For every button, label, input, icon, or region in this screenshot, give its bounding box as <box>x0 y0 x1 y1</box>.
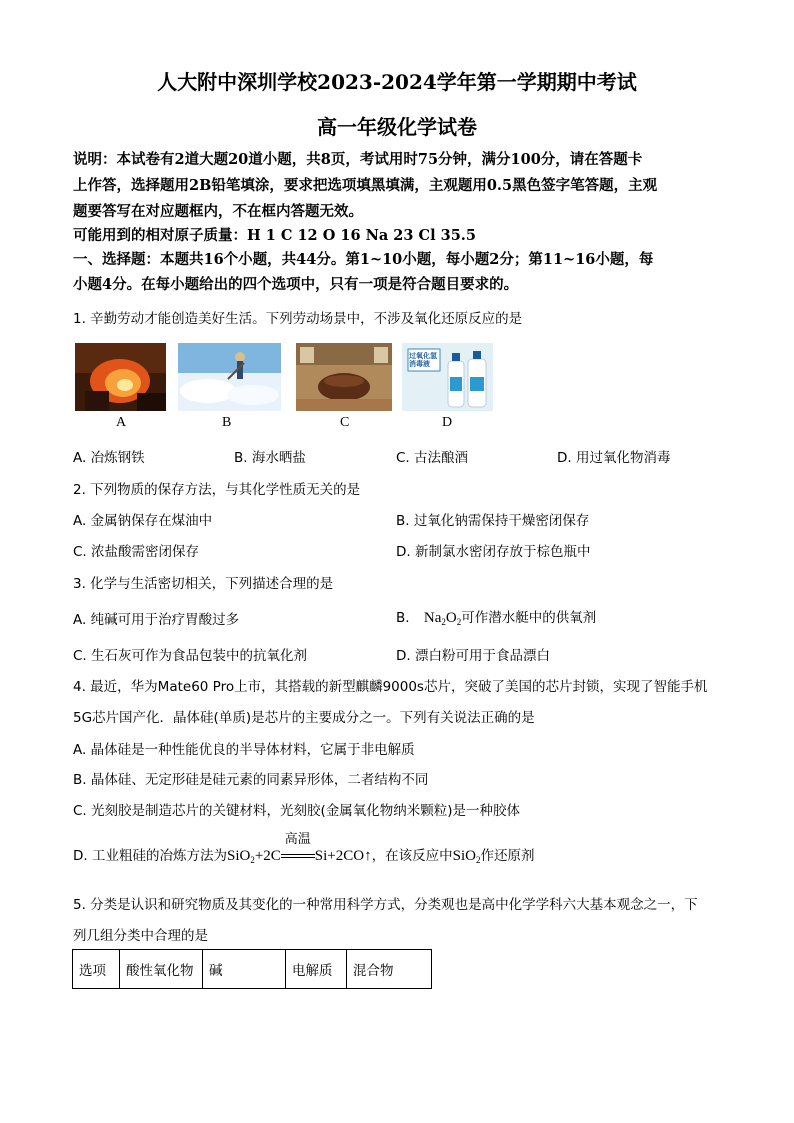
exam-title: 人大附中深圳学校2023-2024学年第一学期期中考试 <box>157 70 637 94</box>
table-header-base: 碱 <box>203 950 286 989</box>
q2-option-c[interactable]: C. 浓盐酸需密闭保存 <box>73 544 200 560</box>
exam-subtitle: 高一年级化学试卷 <box>317 115 477 139</box>
q4-option-d[interactable] <box>73 831 535 865</box>
q1-image-sea-salt <box>178 343 281 411</box>
q2-option-d[interactable]: D. 新制氯水密闭存放于棕色瓶中 <box>396 544 591 560</box>
table-header-electrolyte: 电解质 <box>286 950 347 989</box>
bottle-label: 过氧化氢消毒液 <box>409 352 437 368</box>
q4-option-a[interactable]: A. 晶体硅是一种性能优良的半导体材料，它属于非电解质 <box>73 742 415 758</box>
q1-image-label-b: B <box>222 415 232 430</box>
q4-stem-line-1: 4. 最近，华为Mate60 Pro上市，其搭载的新型麒麟9000s芯片，突破了美国的芯片封锁，实现了智能手机 <box>73 679 708 695</box>
q3-option-a[interactable]: A. 纯碱可用于治疗胃酸过多 <box>73 612 240 628</box>
q1-option-b[interactable]: B. 海水晒盐 <box>234 450 306 466</box>
q5-stem-line-1: 5. 分类是认识和研究物质及其变化的一种常用科学方式，分类观也是高中化学学科六大基本观念之一，下 <box>73 897 698 913</box>
q1-image-label-c: C <box>340 415 350 430</box>
q1-option-c[interactable]: C. 古法酿酒 <box>396 450 469 466</box>
table-header-row <box>73 950 432 989</box>
q3-option-b[interactable] <box>396 606 596 627</box>
q1-image-label-d: D <box>442 415 453 430</box>
q4-option-c[interactable]: C. 光刻胶是制造芯片的关键材料，光刻胶(金属氧化物纳米颗粒)是一种胶体 <box>73 803 521 819</box>
instructions-line-1: 说明：本试卷有2道大题20道小题，共8页，考试用时75分钟，满分100分，请在答题卡 <box>73 151 643 168</box>
q3-stem: 3. 化学与生活密切相关，下列描述合理的是 <box>73 576 334 592</box>
reaction-arrow <box>281 831 315 862</box>
q3-option-b-text: 可作潜水艇中的供氧剂 <box>461 610 597 626</box>
q1-option-d[interactable]: D. 用过氧化物消毒 <box>557 450 671 466</box>
table-header-mixture: 混合物 <box>347 950 432 989</box>
section1-line-1: 一、选择题：本题共16个小题，共44分。第1~10小题，每小题2分；第11~16小题，每 <box>73 251 654 268</box>
q2-stem: 2. 下列物质的保存方法，与其化学性质无关的是 <box>73 482 361 498</box>
instructions-line-3: 题要答写在对应题框内，不在框内答题无效。 <box>73 203 363 220</box>
q5-classification-table <box>72 949 432 989</box>
section1-line-2: 小题4分。在每小题给出的四个选项中，只有一项是符合题目要求的。 <box>73 276 519 293</box>
q2-option-a[interactable]: A. 金属钠保存在煤油中 <box>73 513 213 529</box>
reaction-condition: 高温 <box>284 831 311 847</box>
q4-option-d-end: 作还原剂 <box>480 848 535 864</box>
atomic-masses: 可能用到的相对原子质量：H 1 C 12 O 16 Na 23 Cl 35.5 <box>73 227 476 244</box>
q4-equation: SiO$_2$+2C 高温 Si+2CO↑ <box>227 848 372 864</box>
q1-image-disinfectant <box>402 343 493 411</box>
instructions-line-2: 上作答，选择题用2B铅笔填涂，要求把选项填黑填满，主观题用0.5黑色签字笔答题，主观 <box>73 177 658 194</box>
q3-option-b-letter: B. <box>396 610 410 626</box>
q1-stem: 1. 辛勤劳动才能创造美好生活。下列劳动场景中，不涉及氧化还原反应的是 <box>73 311 523 327</box>
table-header-option: 选项 <box>73 950 120 989</box>
q4-option-b[interactable]: B. 晶体硅、无定形硅是硅元素的同素异形体，二者结构不同 <box>73 772 429 788</box>
q1-image-wine-brewing <box>296 343 392 411</box>
q4-option-d-prefix: D. 工业粗硅的冶炼方法为 <box>73 848 227 864</box>
q1-option-a[interactable]: A. 冶炼钢铁 <box>73 450 145 466</box>
q1-image-steelmaking <box>75 343 166 411</box>
q3-option-b-formula: $Na_2O_2$ <box>423 610 462 627</box>
q1-image-label-a: A <box>116 415 127 430</box>
q2-option-b[interactable]: B. 过氧化钠需保持干燥密闭保存 <box>396 513 590 529</box>
table-header-acidic-oxide: 酸性氧化物 <box>120 950 203 989</box>
q3-option-d[interactable]: D. 漂白粉可用于食品漂白 <box>396 648 550 664</box>
q5-stem-line-2: 列几组分类中合理的是 <box>73 928 208 944</box>
q4-stem-line-2: 5G芯片国产化．晶体硅(单质)是芯片的主要成分之一。下列有关说法正确的是 <box>73 710 535 726</box>
q3-option-c[interactable]: C. 生石灰可作为食品包装中的抗氧化剂 <box>73 648 308 664</box>
q4-reductant-formula: SiO$_2$ <box>452 848 481 865</box>
q4-option-d-mid: ，在该反应中 <box>371 848 453 864</box>
